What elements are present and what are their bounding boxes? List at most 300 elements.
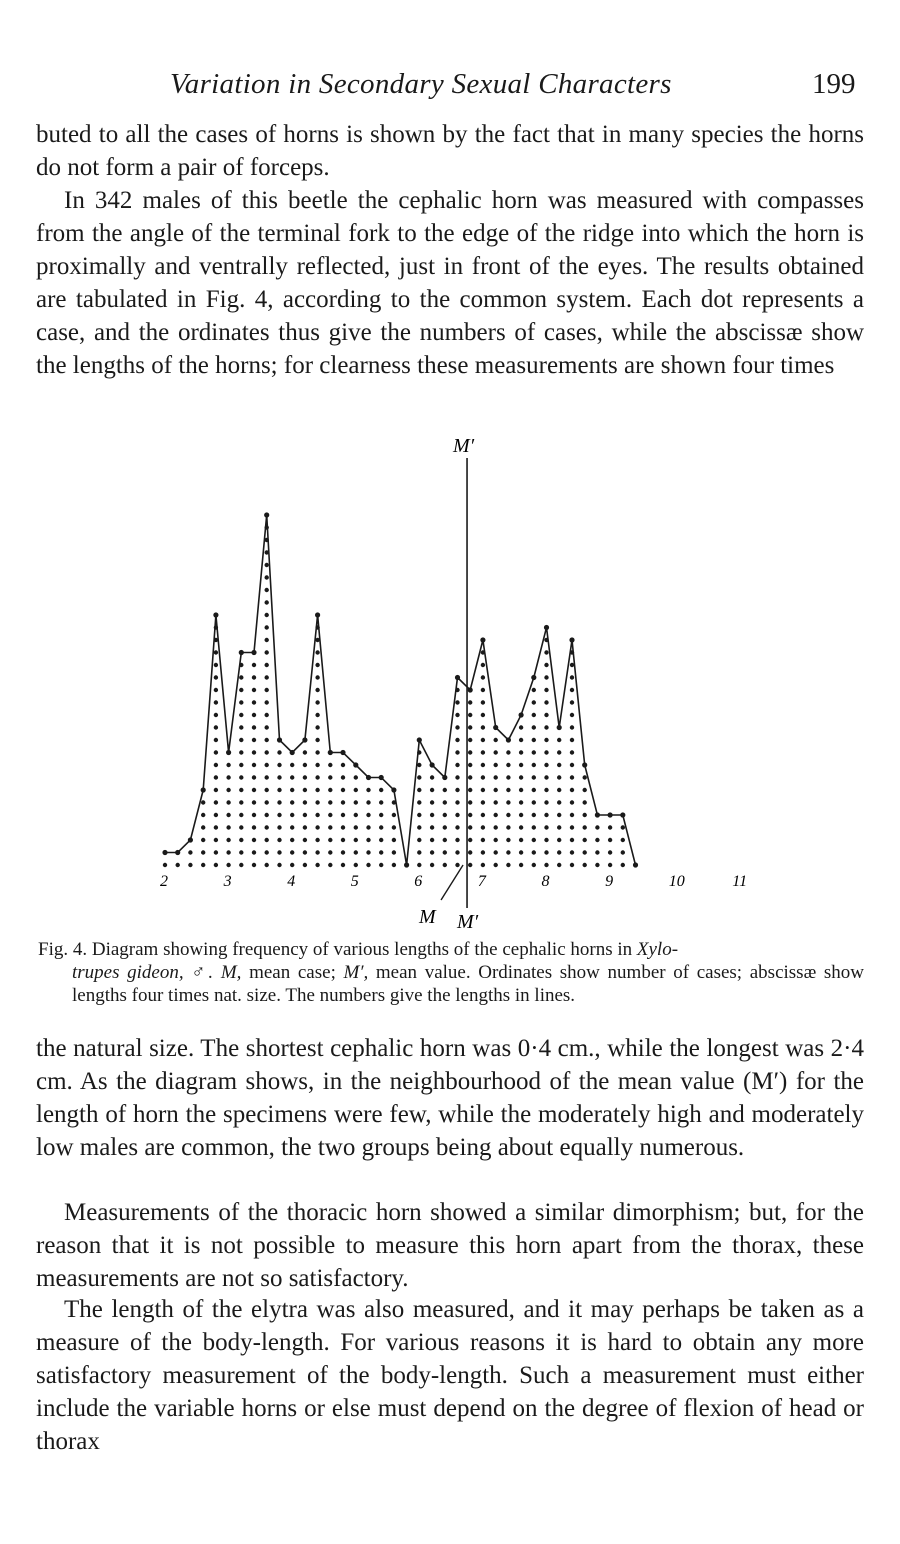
mean-case-label: M (419, 906, 436, 928)
case-dot (532, 713, 536, 717)
frequency-vertex (455, 675, 460, 680)
case-dot (303, 813, 307, 817)
case-dot (544, 825, 548, 829)
frequency-diagram (0, 420, 900, 940)
running-head (0, 68, 900, 104)
case-dot (392, 863, 396, 867)
case-dot (252, 688, 256, 692)
case-dot (214, 663, 218, 667)
case-dot (481, 725, 485, 729)
case-dot (341, 838, 345, 842)
case-dot (252, 775, 256, 779)
case-dot (265, 600, 269, 604)
case-dot (277, 788, 281, 792)
case-dot (341, 813, 345, 817)
case-dot (532, 688, 536, 692)
case-dot (341, 850, 345, 854)
case-dot (265, 663, 269, 667)
case-dot (544, 650, 548, 654)
case-dot (252, 663, 256, 667)
case-dot (455, 763, 459, 767)
case-dot (443, 863, 447, 867)
case-dot (481, 688, 485, 692)
case-dot (570, 813, 574, 817)
case-dot (557, 738, 561, 742)
case-dot (265, 763, 269, 767)
case-dot (608, 863, 612, 867)
case-dot (494, 738, 498, 742)
frequency-vertex (468, 687, 473, 692)
case-dot (315, 775, 319, 779)
case-dot (519, 863, 523, 867)
case-dot (366, 800, 370, 804)
case-dot (430, 838, 434, 842)
case-dot (506, 813, 510, 817)
case-dot (468, 825, 472, 829)
caption-after-mprime: mean value. Ordinates show number of cases; abscissæ show lengths four times nat. size. The numbers give the lengths in lines. (72, 962, 865, 1006)
case-dot (214, 788, 218, 792)
case-dot (252, 838, 256, 842)
case-dot (481, 750, 485, 754)
case-dot (557, 775, 561, 779)
x-tick-label: 8 (541, 873, 550, 890)
case-dot (455, 825, 459, 829)
case-dot (277, 838, 281, 842)
case-dot (532, 838, 536, 842)
frequency-vertex (188, 837, 193, 842)
case-dot (532, 850, 536, 854)
case-dot (265, 588, 269, 592)
frequency-vertex (201, 787, 206, 792)
case-dot (303, 775, 307, 779)
case-dot (417, 788, 421, 792)
case-dot (315, 863, 319, 867)
case-dot (239, 800, 243, 804)
case-dot (226, 800, 230, 804)
frequency-vertex (430, 762, 435, 767)
frequency-vertex (379, 775, 384, 780)
case-dot (557, 813, 561, 817)
case-dot (544, 700, 548, 704)
case-dot (265, 850, 269, 854)
case-dot (430, 825, 434, 829)
case-dot (265, 563, 269, 567)
case-dot (239, 700, 243, 704)
case-dot (328, 788, 332, 792)
frequency-vertices (162, 512, 638, 867)
case-dot (544, 863, 548, 867)
case-dot (481, 763, 485, 767)
case-dot (201, 850, 205, 854)
case-dot (583, 800, 587, 804)
case-dot (481, 825, 485, 829)
case-dot (519, 838, 523, 842)
case-dot (595, 863, 599, 867)
case-dot (214, 713, 218, 717)
case-dot (252, 863, 256, 867)
case-dot (570, 788, 574, 792)
case-dot (265, 825, 269, 829)
case-dot (570, 688, 574, 692)
case-dot (443, 838, 447, 842)
case-dot (392, 838, 396, 842)
frequency-vertex (519, 712, 524, 717)
case-dot (226, 850, 230, 854)
case-dot (481, 675, 485, 679)
case-dot (226, 775, 230, 779)
case-dot (570, 838, 574, 842)
case-dot (443, 800, 447, 804)
case-dot (252, 850, 256, 854)
case-dot (290, 850, 294, 854)
case-dot (494, 750, 498, 754)
case-dot (468, 800, 472, 804)
x-tick-label: 11 (732, 873, 748, 890)
case-dot (265, 638, 269, 642)
case-dot (265, 813, 269, 817)
case-dot (239, 688, 243, 692)
case-dot (315, 813, 319, 817)
case-dot (239, 850, 243, 854)
case-dot (392, 850, 396, 854)
case-dot (532, 800, 536, 804)
case-dot (455, 725, 459, 729)
case-dot (214, 863, 218, 867)
case-dot (583, 838, 587, 842)
case-dot (468, 713, 472, 717)
case-dot (481, 663, 485, 667)
case-dot (328, 838, 332, 842)
case-dot (214, 850, 218, 854)
case-dot (303, 788, 307, 792)
frequency-vertex (391, 787, 396, 792)
frequency-vertex (569, 637, 574, 642)
case-dot (328, 813, 332, 817)
case-dot (188, 850, 192, 854)
case-dot (239, 775, 243, 779)
case-dot (443, 850, 447, 854)
frequency-vertex (633, 862, 638, 867)
case-dot (532, 700, 536, 704)
case-dot (239, 750, 243, 754)
case-dot (532, 763, 536, 767)
case-dot (265, 713, 269, 717)
caption-genus: Xylo- (636, 939, 679, 960)
case-dot (608, 850, 612, 854)
case-dot (430, 800, 434, 804)
case-dot (583, 813, 587, 817)
case-dot (583, 775, 587, 779)
case-dot (366, 825, 370, 829)
frequency-vertex (239, 650, 244, 655)
case-dot (468, 850, 472, 854)
case-dot (379, 838, 383, 842)
frequency-vertex (620, 812, 625, 817)
case-dot (277, 850, 281, 854)
case-dot (252, 675, 256, 679)
frequency-vertex (213, 612, 218, 617)
case-dot (544, 713, 548, 717)
x-tick-label: 10 (668, 873, 685, 890)
case-dot (455, 850, 459, 854)
case-dot (303, 750, 307, 754)
x-tick-label: 6 (414, 873, 423, 890)
caption-prefix: Fig. 4. Diagram showing frequency of various lengths of the cephalic horns in (38, 939, 637, 960)
case-dot (315, 763, 319, 767)
case-dot (265, 700, 269, 704)
case-dot (557, 763, 561, 767)
frequency-vertex (417, 737, 422, 742)
case-dot (239, 675, 243, 679)
case-dot (455, 700, 459, 704)
case-dot (341, 763, 345, 767)
case-dot (544, 800, 548, 804)
case-dot (557, 750, 561, 754)
case-dot (583, 863, 587, 867)
case-dot (506, 750, 510, 754)
case-dot (354, 825, 358, 829)
case-dot (239, 813, 243, 817)
case-dot (366, 850, 370, 854)
case-dot (354, 788, 358, 792)
case-dot (354, 850, 358, 854)
frequency-vertex (595, 812, 600, 817)
case-dot (252, 813, 256, 817)
case-dot (252, 713, 256, 717)
case-dot (468, 738, 472, 742)
case-dot (544, 738, 548, 742)
case-dot (201, 800, 205, 804)
frequency-vertex (608, 812, 613, 817)
case-dot (583, 788, 587, 792)
case-dot (277, 775, 281, 779)
case-dot (443, 813, 447, 817)
case-dot (468, 788, 472, 792)
case-dot (315, 788, 319, 792)
case-dot (315, 800, 319, 804)
case-dot (214, 775, 218, 779)
case-dot (163, 863, 167, 867)
case-dot (417, 838, 421, 842)
case-dot (328, 800, 332, 804)
case-dot (379, 800, 383, 804)
case-dot (214, 825, 218, 829)
case-dot (265, 838, 269, 842)
case-dot (303, 800, 307, 804)
case-dot (214, 800, 218, 804)
case-dot (544, 763, 548, 767)
case-dot (315, 838, 319, 842)
case-dot (303, 850, 307, 854)
case-dot (519, 788, 523, 792)
case-dot (506, 850, 510, 854)
case-dot (176, 863, 180, 867)
frequency-polygon (165, 515, 636, 865)
case-dot (544, 788, 548, 792)
frequency-vertex (277, 737, 282, 742)
case-dot (214, 725, 218, 729)
case-dot (455, 838, 459, 842)
case-dot (430, 775, 434, 779)
case-dot (392, 825, 396, 829)
case-dot (481, 863, 485, 867)
case-dot (290, 788, 294, 792)
case-dot (252, 825, 256, 829)
case-dot (277, 813, 281, 817)
case-dot (392, 813, 396, 817)
case-dot (608, 825, 612, 829)
case-dot (303, 825, 307, 829)
case-dot (417, 763, 421, 767)
case-dot (201, 838, 205, 842)
case-dot (315, 825, 319, 829)
case-dot (494, 850, 498, 854)
running-head-title: Variation in Secondary Sexual Characters (170, 68, 672, 100)
case-dot (265, 750, 269, 754)
case-dot (570, 850, 574, 854)
case-dot (303, 763, 307, 767)
case-dot (265, 575, 269, 579)
case-dot (544, 725, 548, 729)
case-dot (570, 663, 574, 667)
paragraph-3: the natural size. The shortest cephalic horn was 0·4 cm., while the longest was 2·4 cm. As the diagram shows, in the neighbourhood of the mean value (M′) for the length of horn the specimens were few, while the moderately high and moderately low males are common, the two groups being about equally numerous. (36, 1035, 864, 1161)
frequency-vertex (251, 650, 256, 655)
case-dot (570, 763, 574, 767)
case-dot (430, 813, 434, 817)
frequency-vertex (557, 725, 562, 730)
x-tick-label: 4 (287, 873, 296, 890)
case-dot (214, 700, 218, 704)
case-dot (265, 675, 269, 679)
case-dot (379, 825, 383, 829)
x-tick-label: 3 (223, 873, 232, 890)
frequency-vertex (442, 775, 447, 780)
frequency-vertex (340, 750, 345, 755)
case-dot (455, 713, 459, 717)
case-dot (544, 750, 548, 754)
case-dot (455, 775, 459, 779)
case-dot (532, 725, 536, 729)
case-dot (315, 738, 319, 742)
x-tick-label: 7 (477, 873, 486, 890)
caption-species: trupes gideon, ♂. (72, 962, 214, 983)
case-dot (455, 800, 459, 804)
case-dot (557, 838, 561, 842)
case-dot (532, 863, 536, 867)
case-dot (201, 825, 205, 829)
case-dot (544, 838, 548, 842)
case-dot (252, 750, 256, 754)
case-dot (494, 813, 498, 817)
frequency-vertex (506, 737, 511, 742)
case-dot (239, 788, 243, 792)
frequency-vertex (162, 850, 167, 855)
case-dot (557, 825, 561, 829)
paragraph-5: The length of the elytra was also measured, and it may perhaps be taken as a measure of the body-length. For various reasons it is hard to obtain any more satisfactory measurement of the body-length. Such a measurement must either include the variable horns or else must depend on the degree of flexion of head or thorax (36, 1296, 864, 1455)
case-dot (519, 750, 523, 754)
case-dot (417, 825, 421, 829)
x-tick-label: 2 (160, 873, 168, 890)
case-dot (468, 750, 472, 754)
frequency-vertex (544, 625, 549, 630)
x-tick-label: 9 (605, 873, 614, 890)
case-dot (239, 825, 243, 829)
case-dot (265, 725, 269, 729)
x-tick-label: 5 (350, 873, 359, 890)
case-dot (354, 800, 358, 804)
frequency-vertex (328, 750, 333, 755)
case-dot (354, 775, 358, 779)
case-dot (290, 775, 294, 779)
case-dot (239, 713, 243, 717)
case-dot (277, 863, 281, 867)
case-dot (557, 863, 561, 867)
frequency-vertex (531, 675, 536, 680)
case-dot (354, 813, 358, 817)
case-dot (366, 863, 370, 867)
case-dot (595, 850, 599, 854)
case-dot (519, 800, 523, 804)
case-dot (519, 825, 523, 829)
case-dot (417, 775, 421, 779)
case-dot (443, 825, 447, 829)
case-dot (621, 850, 625, 854)
case-dot (455, 813, 459, 817)
case-dot (226, 788, 230, 792)
case-dot (583, 825, 587, 829)
case-dot (277, 750, 281, 754)
case-dot (557, 800, 561, 804)
case-dot (354, 838, 358, 842)
frequency-vertex (302, 737, 307, 742)
case-dot (595, 838, 599, 842)
case-dot (252, 738, 256, 742)
case-dot (481, 788, 485, 792)
case-dot (290, 813, 294, 817)
case-dot (315, 700, 319, 704)
case-dot (583, 850, 587, 854)
case-dot (544, 813, 548, 817)
case-dot (379, 863, 383, 867)
case-dot (455, 750, 459, 754)
caption-line-2 (38, 961, 864, 1007)
case-dot (277, 825, 281, 829)
case-dot (481, 700, 485, 704)
case-dot (494, 788, 498, 792)
case-dot (494, 838, 498, 842)
case-dot (506, 775, 510, 779)
case-dot (328, 775, 332, 779)
case-dot (252, 700, 256, 704)
case-dot (239, 725, 243, 729)
case-dot (481, 838, 485, 842)
case-dot (417, 863, 421, 867)
case-dot (341, 800, 345, 804)
case-dot (341, 788, 345, 792)
case-dot (366, 813, 370, 817)
case-dot (214, 813, 218, 817)
case-dot (494, 763, 498, 767)
case-dot (455, 738, 459, 742)
case-dot (328, 763, 332, 767)
case-dot (532, 738, 536, 742)
case-dot (481, 850, 485, 854)
case-dot (468, 863, 472, 867)
case-dot (621, 863, 625, 867)
case-dot (455, 788, 459, 792)
case-dot (239, 838, 243, 842)
case-dot (519, 763, 523, 767)
